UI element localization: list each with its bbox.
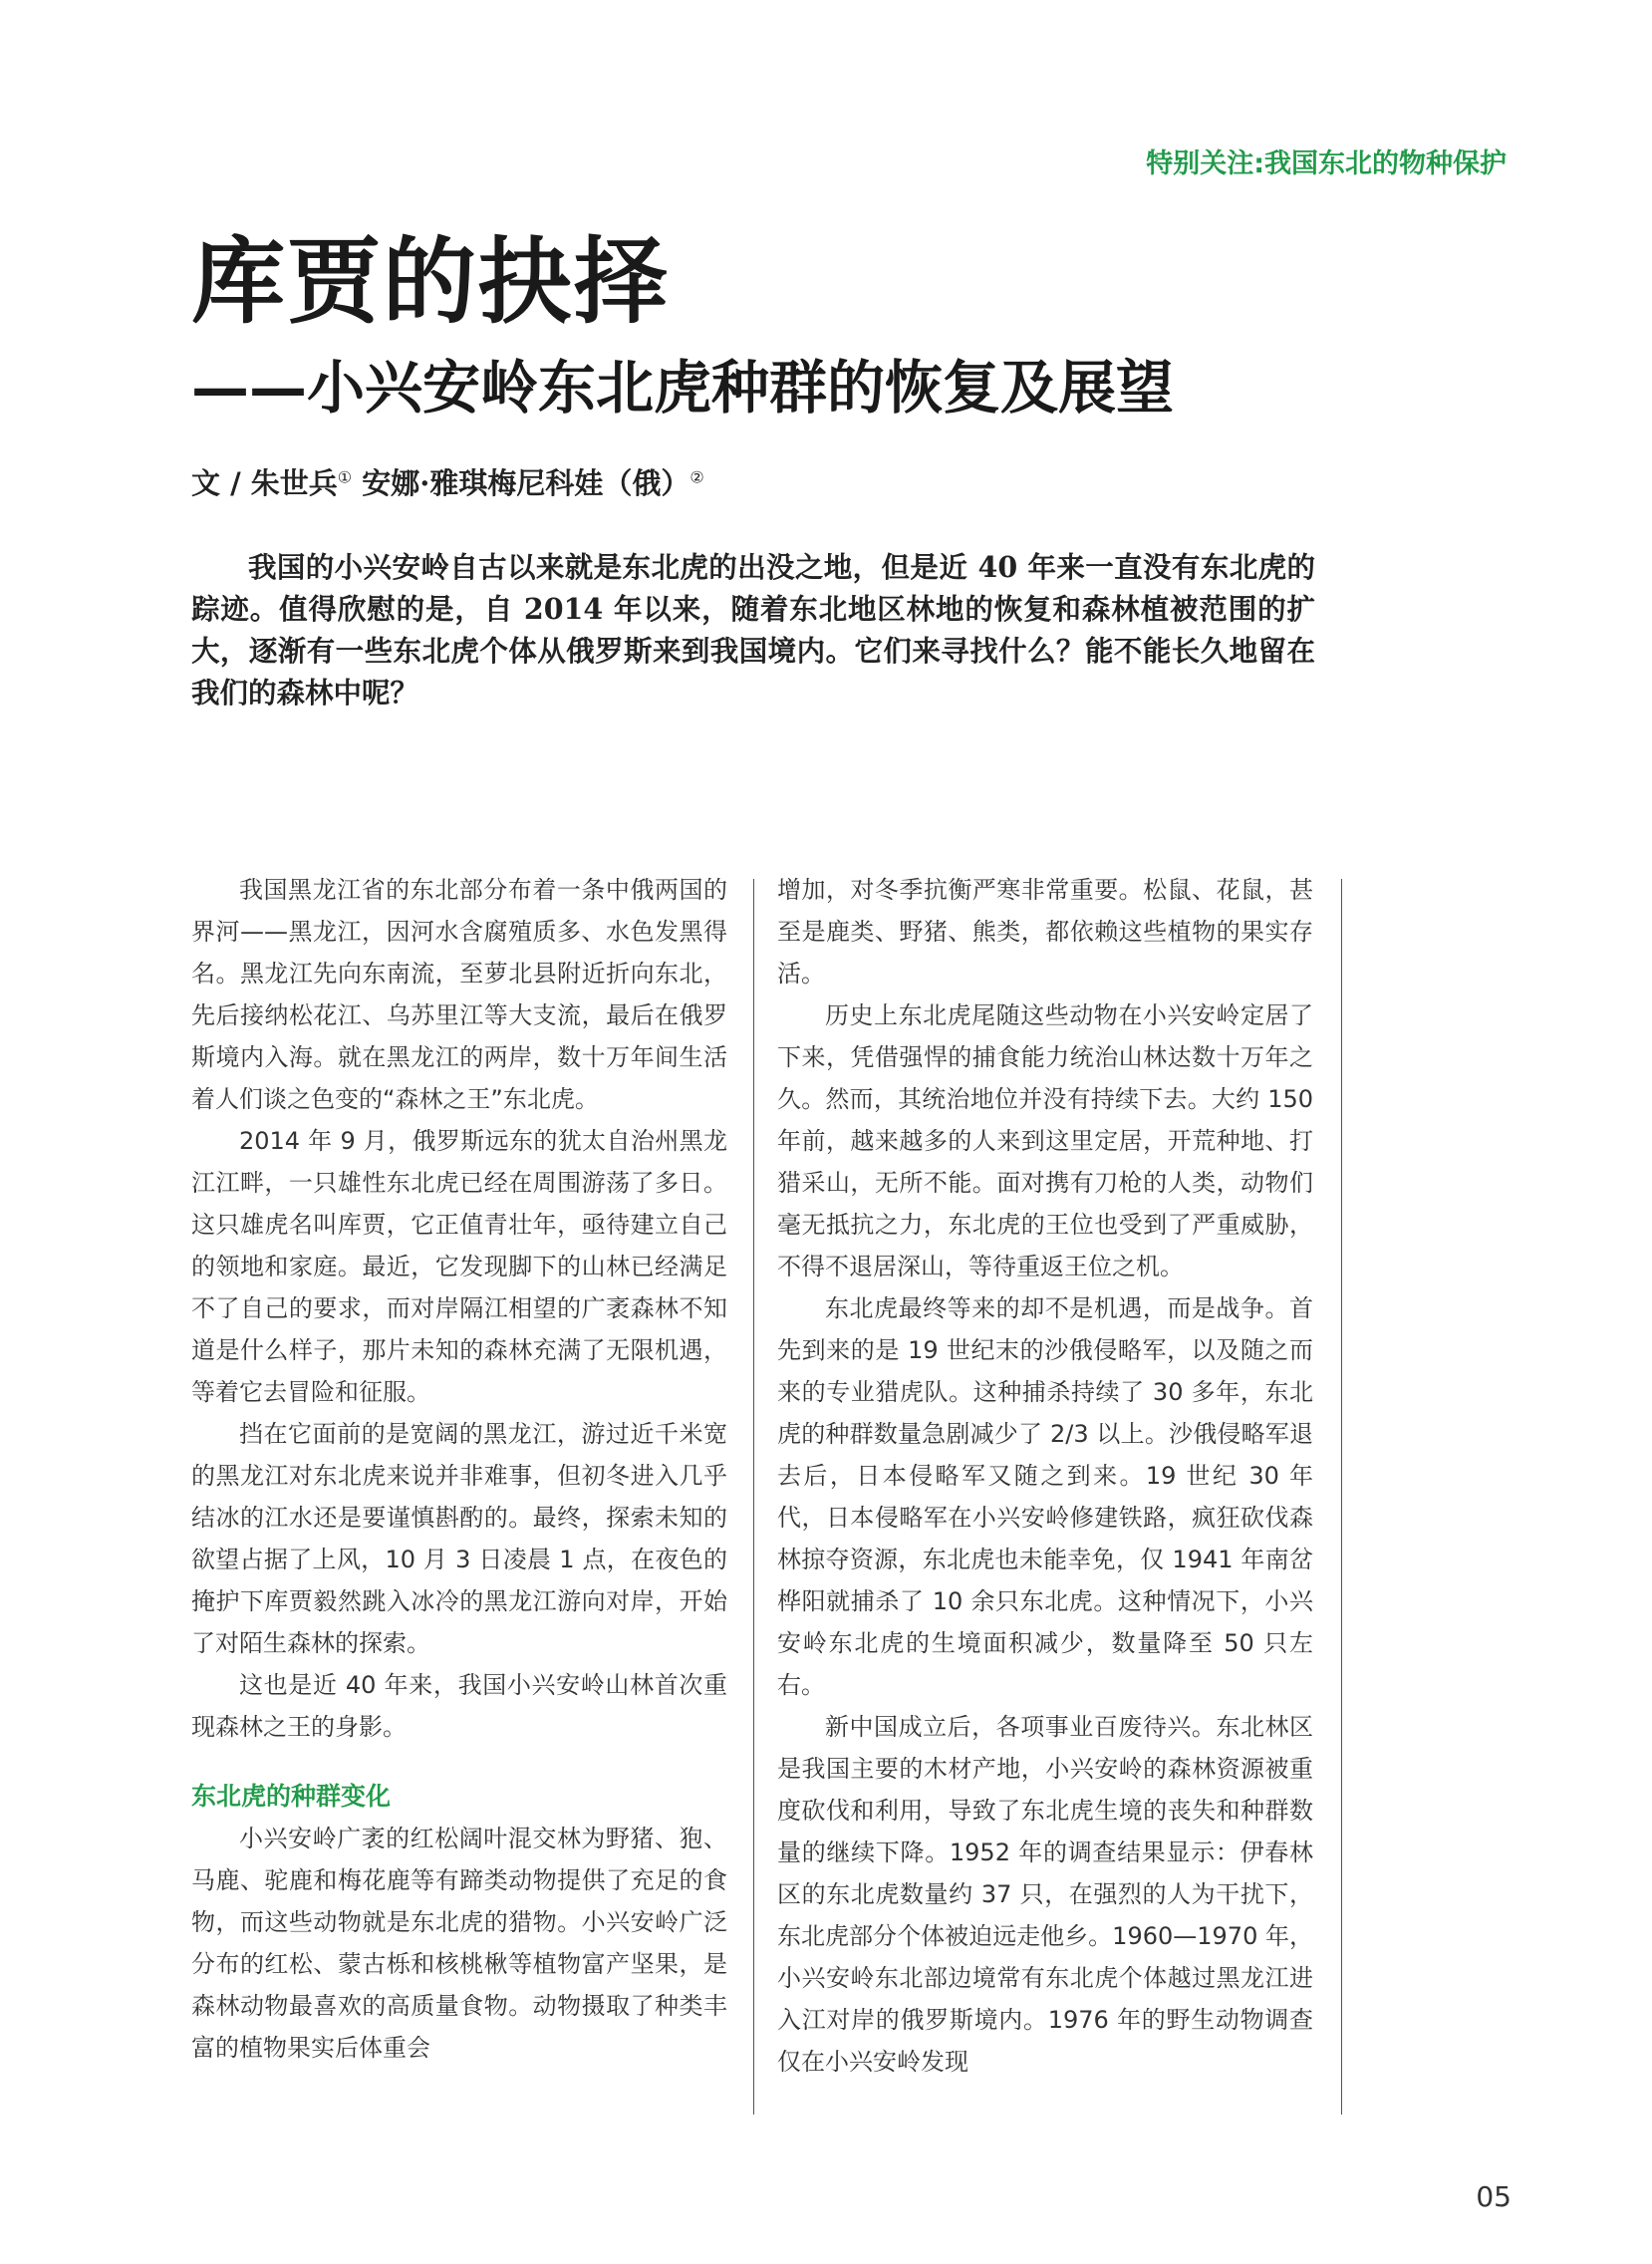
column-right xyxy=(777,869,1313,2083)
article-subtitle: ——小兴安岭东北虎种群的恢复及展望 xyxy=(191,354,1175,422)
column-divider xyxy=(753,879,754,2115)
paragraph: 挡在它面前的是宽阔的黑龙江，游过近千米宽的黑龙江对东北虎来说并非难事，但初冬进入几乎结冰的江水还是要谨慎斟酌的。最终，探索未知的欲望占据了上风，10 月 3 日凌晨 1 点，在夜色的掩护下库贾毅然跳入冰冷的黑龙江游向对岸，开始了对陌生森林的探索。 xyxy=(191,1420,727,1657)
page-number: 05 xyxy=(1476,2180,1512,2213)
paragraph: 2014 年 9 月，俄罗斯远东的犹太自治州黑龙江江畔，一只雄性东北虎已经在周围游荡了多日。这只雄虎名叫库贾，它正值青壮年，亟待建立自己的领地和家庭。最近，它发现脚下的山林已经满足不了自己的要求，而对岸隔江相望的广袤森林不知道是什么样子，那片未知的森林充满了无限机遇，等着它去冒险和征服。 xyxy=(191,1127,727,1406)
paragraph: 我国黑龙江省的东北部分布着一条中俄两国的界河——黑龙江，因河水含腐殖质多、水色发黑得名。黑龙江先向东南流，至萝北县附近折向东北，先后接纳松花江、乌苏里江等大支流，最后在俄罗斯境内入海。就在黑龙江的两岸，数十万年间生活着人们谈之色变的“森林之王”东北虎。 xyxy=(191,876,727,1113)
footnote-mark-1: ① xyxy=(337,467,353,487)
byline xyxy=(191,461,704,502)
column-left xyxy=(191,869,727,2069)
paragraph: 东北虎最终等来的却不是机遇，而是战争。首先到来的是 19 世纪末的沙俄侵略军，以及随之而来的专业猎虎队。这种捕杀持续了 30 多年，东北虎的种群数量急剧减少了 2/3 以上。沙俄侵略军退去后，日本侵略军又随之到来。19 世纪 30 年代，日本侵略军在小兴安岭修建铁路，疯狂砍伐森林掠夺资源，东北虎也未能幸免，仅 1941 年南岔桦阳就捕杀了 10 余只东北虎。这种情况下，小兴安岭东北虎的生境面积减少，数量降至 50 只左右。 xyxy=(777,1294,1313,1699)
paragraph: 这也是近 40 年来，我国小兴安岭山林首次重现森林之王的身影。 xyxy=(191,1671,727,1741)
column-divider xyxy=(1341,879,1342,2115)
byline-author2: 安娜·雅琪梅尼科娃（俄） xyxy=(352,466,690,500)
footnote-mark-2: ② xyxy=(689,467,704,487)
byline-author1: 文 / 朱世兵 xyxy=(191,466,338,500)
paragraph: 小兴安岭广袤的红松阔叶混交林为野猪、狍、马鹿、驼鹿和梅花鹿等有蹄类动物提供了充足的食物，而这些动物就是东北虎的猎物。小兴安岭广泛分布的红松、蒙古栎和核桃楸等植物富产坚果，是森林动物最喜欢的高质量食物。动物摄取了种类丰富的植物果实后体重会 xyxy=(191,1825,727,2062)
section-tag: 特别关注:我国东北的物种保护 xyxy=(1146,148,1507,179)
abstract: 我国的小兴安岭自古以来就是东北虎的出没之地，但是近 40 年来一直没有东北虎的踪迹。值得欣慰的是，自 2014 年以来，随着东北地区林地的恢复和森林植被范围的扩大，逐渐有一些东北虎个体从俄罗斯来到我国境内。它们来寻找什么？能不能长久地留在我们的森林中呢？ xyxy=(191,550,1315,709)
article-title: 库贾的抉择 xyxy=(191,228,671,337)
paragraph: 增加，对冬季抗衡严寒非常重要。松鼠、花鼠，甚至是鹿类、野猪、熊类，都依赖这些植物的果实存活。 xyxy=(777,876,1313,988)
section-heading: 东北虎的种群变化 xyxy=(191,1782,392,1811)
paragraph: 新中国成立后，各项事业百废待兴。东北林区是我国主要的木材产地，小兴安岭的森林资源被重度砍伐和利用，导致了东北虎生境的丧失和种群数量的继续下降。1952 年的调查结果显示：伊春林区的东北虎数量约 37 只，在强烈的人为干扰下，东北虎部分个体被迫远走他乡。1960—1970 年，小兴安岭东北部边境常有东北虎个体越过黑龙江进入江对岸的俄罗斯境内。1976 年的野生动物调查仅在小兴安岭发现 xyxy=(777,1713,1313,2076)
paragraph: 历史上东北虎尾随这些动物在小兴安岭定居了下来，凭借强悍的捕食能力统治山林达数十万年之久。然而，其统治地位并没有持续下去。大约 150 年前，越来越多的人来到这里定居，开荒种地、打猎采山，无所不能。面对携有刀枪的人类，动物们毫无抵抗之力，东北虎的王位也受到了严重威胁，不得不退居深山，等待重返王位之机。 xyxy=(777,1001,1313,1280)
